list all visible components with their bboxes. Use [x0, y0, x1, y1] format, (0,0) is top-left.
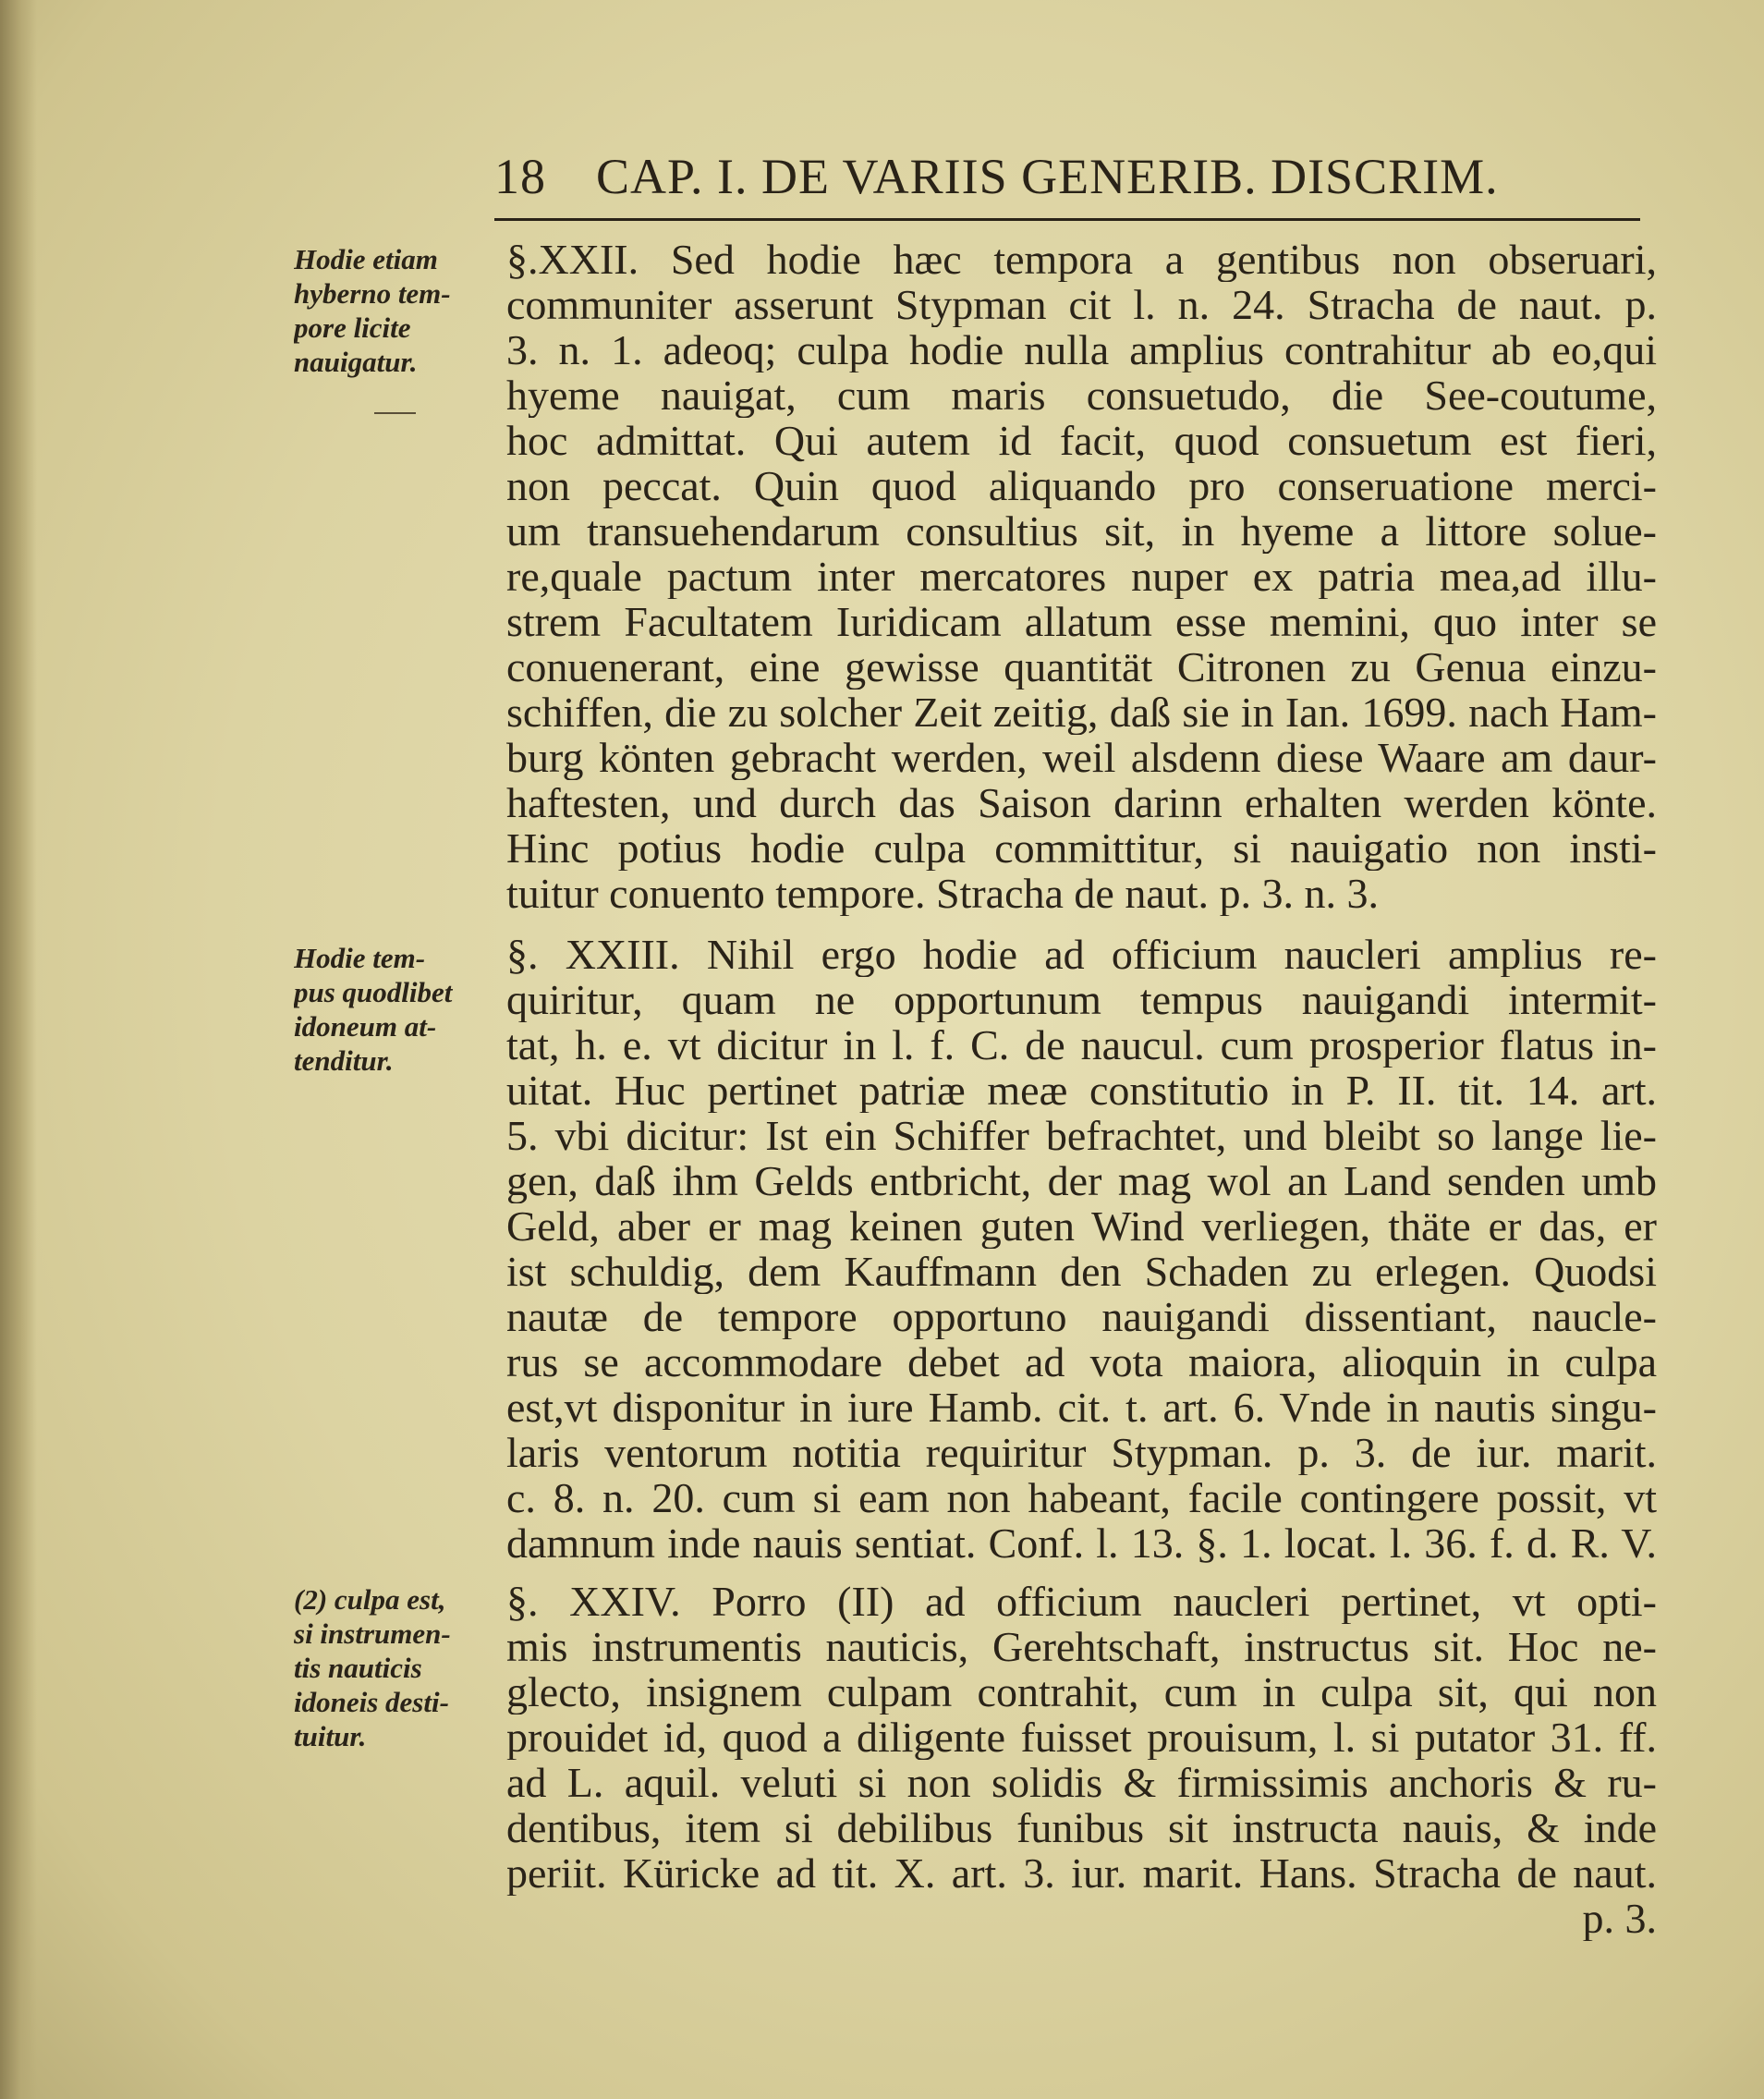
text-line: haftesten, und durch das Saison darinn erhalten werden könte.	[506, 780, 1657, 825]
text-line: Geld, aber er mag keinen guten Wind verliegen, thäte er das, er	[506, 1203, 1657, 1249]
margin-note-suitable-time	[294, 941, 506, 1078]
text-line: periit. Küricke ad tit. X. art. 3. iur. marit. Hans. Stracha de naut.	[506, 1850, 1657, 1896]
margin-note-winter-navigation	[294, 242, 506, 379]
text-line: Hinc potius hodie culpa committitur, si nauigatio non insti-	[506, 825, 1657, 871]
text-line: re,quale pactum inter mercatores nuper ex patria mea,ad illu-	[506, 554, 1657, 599]
margin-note-line: tuitur.	[294, 1720, 367, 1752]
text-line: prouidet id, quod a diligente fuisset prouisum, l. si putator 31. ff.	[506, 1715, 1657, 1760]
text-line: §.XXII. Sed hodie hæc tempora a gentibus non obseruari,	[506, 237, 1657, 282]
text-line: laris ventorum notitia requiritur Stypman. p. 3. de iur. marit.	[506, 1430, 1657, 1475]
text-line: conuenerant, eine gewisse quantität Citronen zu Genua einzu-	[506, 644, 1657, 689]
text-line: 3. n. 1. adeoq; culpa hodie nulla amplius contrahitur ab eo,qui	[506, 327, 1657, 372]
margin-note-line: idoneis desti-	[294, 1686, 449, 1718]
text-line: um transuehendarum consultius sit, in hyeme a littore solue-	[506, 508, 1657, 554]
catchword: p. 3.	[1582, 1896, 1657, 1941]
margin-note-line: hyberno tem-	[294, 277, 451, 310]
margin-dash	[374, 412, 416, 414]
paragraph-section-xxiv	[506, 1579, 1657, 1941]
text-line: damnum inde nauis sentiat. Conf. l. 13. §. 1. locat. l. 36. f. d. R. V.	[506, 1520, 1657, 1566]
margin-note-line: tis nauticis	[294, 1652, 422, 1684]
text-line: rus se accommodare debet ad vota maiora, alioquin in culpa	[506, 1339, 1657, 1385]
paragraph-section-xxiii	[506, 932, 1657, 1566]
running-head	[494, 148, 1640, 213]
margin-note-line: (2) culpa est,	[294, 1583, 446, 1616]
text-line: est,vt disponitur in iure Hamb. cit. t. art. 6. Vnde in nautis singu-	[506, 1385, 1657, 1430]
text-line: quiritur, quam ne opportunum tempus nauigandi intermit-	[506, 977, 1657, 1022]
text-line: glecto, insignem culpam contrahit, cum in culpa sit, qui non	[506, 1669, 1657, 1715]
text-line: tat, h. e. vt dicitur in l. f. C. de naucul. cum prosperior flatus in-	[506, 1022, 1657, 1068]
text-line: c. 8. n. 20. cum si eam non habeant, facile contingere possit, vt	[506, 1475, 1657, 1520]
text-line: burg könten gebracht werden, weil alsdenn diese Waare am daur-	[506, 735, 1657, 780]
text-line: uitat. Huc pertinet patriæ meæ constitutio in P. II. tit. 14. art.	[506, 1068, 1657, 1113]
text-line: ist schuldig, dem Kauffmann den Schaden zu erlegen. Quodsi	[506, 1249, 1657, 1294]
margin-note-line: Hodie tem-	[294, 942, 426, 974]
text-line: §. XXIV. Porro (II) ad officium naucleri pertinet, vt opti-	[506, 1579, 1657, 1624]
text-line: tuitur conuento tempore. Stracha de naut. p. 3. n. 3.	[506, 871, 1380, 916]
margin-note-line: si instrumen-	[294, 1617, 451, 1650]
text-line: hoc admittat. Qui autem id facit, quod consuetum est fieri,	[506, 418, 1657, 463]
margin-note-line: tenditur.	[294, 1044, 394, 1077]
paragraph-section-xxii	[506, 237, 1657, 916]
text-line: schiffen, die zu solcher Zeit zeitig, daß sie in Ian. 1699. nach Ham-	[506, 689, 1657, 735]
margin-note-line: pus quodlibet	[294, 976, 453, 1008]
margin-note-line: Hodie etiam	[294, 243, 438, 275]
margin-note-line: nauigatur.	[294, 346, 418, 378]
margin-note-line: idoneum at-	[294, 1010, 437, 1043]
page-number: 18	[494, 149, 546, 204]
text-line: non peccat. Quin quod aliquando pro conseruatione merci-	[506, 463, 1657, 508]
text-line: dentibus, item si debilibus funibus sit instructa nauis, & inde	[506, 1805, 1657, 1850]
text-line: mis instrumentis nauticis, Gerehtschaft, instructus sit. Hoc ne-	[506, 1624, 1657, 1669]
text-line: hyeme nauigat, cum maris consuetudo, die See-coutume,	[506, 372, 1657, 418]
running-title: CAP. I. DE VARIIS GENERIB. DISCRIM.	[596, 149, 1499, 204]
text-line: communiter asserunt Stypman cit l. n. 24. Stracha de naut. p.	[506, 282, 1657, 327]
text-line: nautæ de tempore opportuno nauigandi dissentiant, naucle-	[506, 1294, 1657, 1339]
margin-note-nautical-instruments	[294, 1582, 506, 1753]
text-line: gen, daß ihm Gelds entbricht, der mag wol an Land senden umb	[506, 1158, 1657, 1203]
text-line: §. XXIII. Nihil ergo hodie ad officium naucleri amplius re-	[506, 932, 1657, 977]
text-line: strem Facultatem Iuridicam allatum esse memini, quo inter se	[506, 599, 1657, 644]
text-line: 5. vbi dicitur: Ist ein Schiffer befrachtet, und bleibt so lange lie-	[506, 1113, 1657, 1158]
margin-note-line: pore licite	[294, 311, 411, 344]
text-line: ad L. aquil. veluti si non solidis & firmissimis anchoris & ru-	[506, 1760, 1657, 1805]
header-rule	[494, 218, 1640, 221]
